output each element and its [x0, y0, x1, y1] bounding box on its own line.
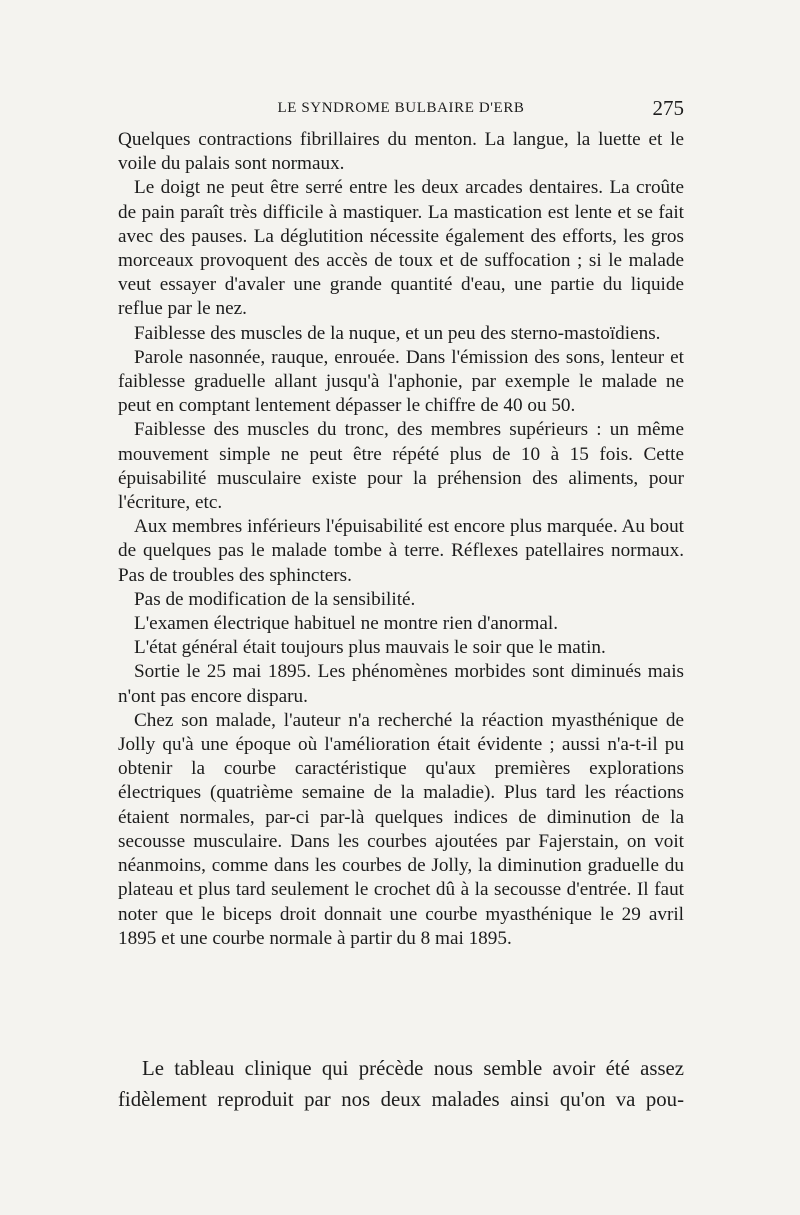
- running-title: LE SYNDROME BULBAIRE D'ERB: [277, 100, 525, 116]
- paragraph-sensibility: Pas de modification de la sensibilité.: [134, 588, 416, 610]
- paragraph-lower-limbs: Aux membres inférieurs l'épuisabilité est encore plus marquée. Au bout de quelques pas le malade tombe à terre. Réflexes patellaires normaux. Pas de troubles des sphincters.: [118, 516, 684, 586]
- paragraph-speech: Parole nasonnée, rauque, enrouée. Dans l'émission des sons, lenteur et faiblesse graduelle allant jusqu'à l'aphonie, par exemple le malade ne peut en comptant lentement dépasser le chiffre de 40 ou 50.: [118, 346, 684, 417]
- case-report-body: [118, 128, 684, 951]
- paragraph-conclusion: Le tableau clinique qui précède nous semble avoir été assez fidèlement reproduit par nos deux malades ainsi qu'on va pou-: [118, 1057, 684, 1111]
- conclusion-text: [118, 1053, 684, 1115]
- paragraph-mastication: Le doigt ne peut être serré entre les deux arcades dentaires. La croûte de pain paraît très difficile à mastiquer. La mastication est lente et se fait avec des pauses. La déglutition nécessite également des efforts, les gros morceaux provoquent des accès de toux et de suffocation ; si le malade veut essayer d'avaler une grande quantité d'eau, une partie du liquide reflue par le nez.: [118, 177, 684, 320]
- paragraph-trunk-weakness: Faiblesse des muscles du tronc, des membres supérieurs : un même mouvement simple ne peut être répété plus de 10 à 15 fois. Cette épuisabilité musculaire existe pour la préhension des aliments, pour l'écriture, etc.: [118, 419, 684, 514]
- paragraph-general-state: L'état général était toujours plus mauvais le soir que le matin.: [134, 637, 606, 659]
- paragraph-chin-tongue: Quelques contractions fibrillaires du menton. La langue, la luette et le voile du palais sont normaux.: [118, 129, 684, 175]
- page-number: 275: [652, 96, 684, 120]
- paragraph-discharge: Sortie le 25 mai 1895. Les phénomènes morbides sont diminués mais n'ont pas encore disparu.: [118, 661, 684, 707]
- page-header: [118, 96, 684, 122]
- paragraph-myasthenic-reaction: Chez son malade, l'auteur n'a recherché la réaction myasthénique de Jolly qu'à une époque où l'amélioration était évidente ; aussi n'a-t-il pu obtenir la courbe caractéristique qu'aux premières explorations électriques (quatrième semaine de la maladie). Plus tard les réactions étaient normales, par-ci par-là quelques indices de diminution de la secousse musculaire. Dans les courbes ajoutées par Fajerstain, on voit néanmoins, comme dans les courbes de Jolly, la diminution graduelle du plateau et plus tard seulement le crochet dû à la secousse d'entrée. Il faut noter que le biceps droit donnait une courbe myasthénique le 29 avril 1895 et une courbe normale à partir du 8 mai 1895.: [118, 709, 684, 949]
- paragraph-neck-muscles: Faiblesse des muscles de la nuque, et un peu des sterno-mastoïdiens.: [134, 322, 661, 344]
- paragraph-electric-exam: L'examen électrique habituel ne montre rien d'anormal.: [134, 613, 559, 635]
